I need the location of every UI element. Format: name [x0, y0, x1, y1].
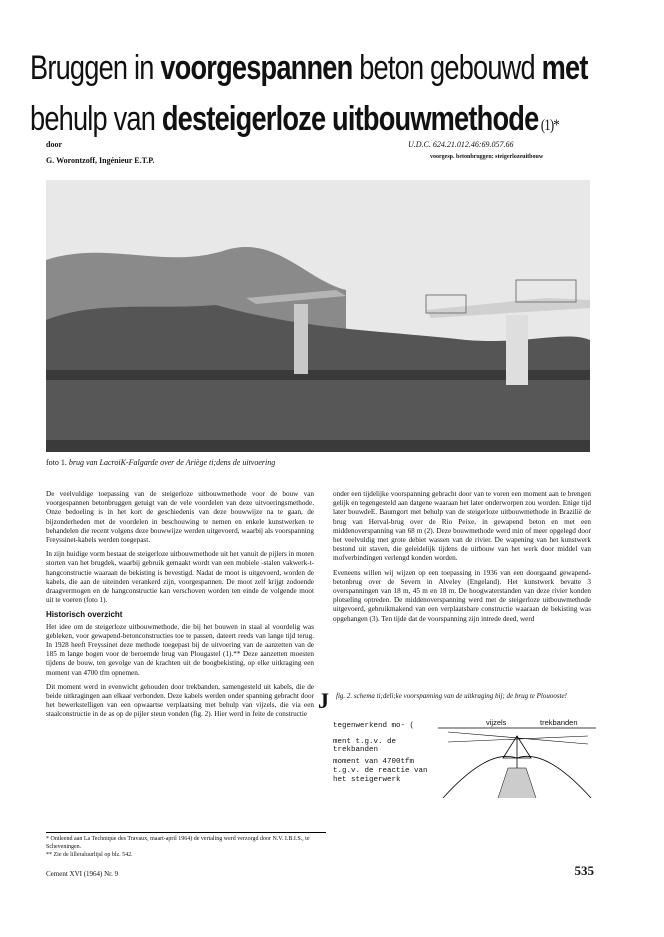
drop-cap: J: [318, 688, 329, 713]
footnote-line: * Ontleend aan La Technique des Travaux, maart-april 1964) de vertaling werd verzorgd door N.V. I.B.I.S., te Scheveningen.: [46, 836, 310, 850]
title-text-bold: voorgespannen: [160, 49, 353, 87]
paragraph: Eveneens willen wij wijzen op een toepassing in 1936 van een doorgaand gewapend-betonbrug over de Severn in Alveley (Engeland). Het kunstwerk bevatte 3 overspanningen van 18 m, 45 m en 18 m. De hoogwaterstanden van deze rivier konden plotseling optreden. De middenoverspanning werd met de steigerloze uitbouwmethode uitgevoerd, gebruikmakend van een verplaatsbare constructie waaraan de bekisting was opgehangen (3). Ten tijde dat de voorspanning zijn intrede deed, werd: [333, 568, 591, 623]
article-title: [30, 46, 640, 148]
title-text-bold: met: [541, 49, 588, 87]
title-part: [30, 46, 588, 90]
paragraph: Het idee om de steigerloze uitbouwmethode, die bij het bouwen in staal al voordelig was gebleken, voor gewapend-betonconstructies toe te passen, dateert reeds van lange tijd terug. In 1928 heeft Freyssinet deze methode toegepast bij de uitvoering van de aanzetten van de 185 m lange bogen voor de beroemde brug van Plougastel (1).** Deze aanzetten moesten tijdens de bouw, ten gevolge van de krachten uit de boogbekisting, op elke uitkraging een moment van 4700 tfm opnemen.: [46, 622, 314, 677]
figure-label-trekbanden: trekbanden: [540, 718, 578, 727]
page-number: 535: [574, 863, 594, 878]
photo-caption: [46, 458, 275, 467]
figure-label: tegenwerkend mo- (: [333, 722, 415, 730]
journal-footer: Cement XVI (1964) Nr. 9: [46, 870, 119, 878]
footnote-line: ** Zie de lilleraluurlijsl op blz. 542.: [46, 852, 133, 858]
bridge-schema-diagram: [438, 718, 596, 798]
column-right: [333, 490, 591, 629]
caption-text: brug van LacroiK-Falgarde over de Ariège ti;dens de uitvoering: [66, 458, 276, 467]
caption-label: foto 1.: [46, 458, 67, 467]
udc-keywords: voorgesp. betonbruggen: steigerlozeuitbouw: [430, 154, 544, 160]
column-left: [46, 490, 314, 725]
figure-label: ment t.g.v. de trekbanden: [333, 738, 397, 754]
bridge-photo: [46, 180, 590, 452]
paragraph: In zijn huidige vorm bestaat de steigerloze uitbouwmethode uit het vanuit de pijlers in moten storten van het brugdek, waarbij gebruik gemaakt wordt van een mobiele -stalen vakwerk-t- hangconstructie waaraan de bekisting is bevestigd. Nadat de moot is uitgevoerd, worden de kabels, die aan de uiteinden verankerd zijn, voorgespannen. De moot zelf krijgt zodoende draagvermogen en de hangconstructie kan verschoven worden ten einde de volgende moot uit te voeren (foto 1).: [46, 550, 314, 605]
figure-label-vijzels: vijzels: [486, 718, 507, 727]
figure-caption: fig. 2. schema ti;deli;ke voorspanning van de uitkraging bij; de brug te Plouooste!: [336, 692, 567, 700]
figure-2: [318, 688, 598, 798]
bridge-photo-illustration: [46, 180, 590, 452]
figure-label: moment van 4700tfm t.g.v. de reactie van het steigerwerk: [333, 758, 428, 784]
paragraph: onder een tijdelijke voorspanning gebracht door van te voren een moment aan te brengen gelijk en tegengesteld aan datgene waaraan het later onderworpen zou worden. Enige tijd later bouwdeE. Baumgort met behulp van de steigerloze uitbouwmethode in Brazilië de brug van Herval-brug over de Rio Peixe, in gewapend beton en met een middenoverspanning van 68 m (2). Deze bouwmethode werd min of meer opgelegd door het veelvuldig met grote debiet wassen van de rivier. De wapening van het kunstwerk bestond uit staven, die geleidelijk tijdens de uitbouw van het werk door middel van mofverbindingen verlengd konden worden.: [333, 490, 591, 563]
title-text-bold: desteigerloze uitbouwmethode: [161, 100, 539, 138]
section-heading: Historisch overzicht: [46, 610, 123, 620]
byline-author: G. Worontzoff, Ingénieur E.T.P.: [46, 156, 155, 165]
udc-code: U.D.C. 624.21.012.46:69.057.66: [408, 140, 514, 149]
paragraph: De veelvuldige toepassing van de steigerloze uitbouwmethode voor de bouw van voorgespannen betonbruggen getuigt van de vele voordelen van deze uitvoeringsmethode. Onze bedoeling is in het kort de geschiedenis van deze bouwwijze na te gaan, de bijzonderheden met de voordelen in beschouwing te nemen en enkele kunstwerken te behandelen die recent volgens deze bouwwijze werden uitgevoerd, waarbij als voorspanning Freyssinet-kabels werden toegepast.: [46, 490, 314, 545]
title-text: Bruggen in: [30, 49, 161, 87]
footnote: [46, 832, 326, 859]
title-text: behulp van: [30, 100, 162, 138]
paragraph: Dit moment werd in evenwicht gehouden door trekbanden, samengesteld uit kabels, die de beide uitkragingen aan elkaar verbonden. Deze kabels werden onder spanning gebracht door het bewerkstelligen van een opwaartse verplaatsing met behulp van vijzels, die via een staalconstructie in de as op de pijler steun vonden (fig. 2). Hier werd in feite de constructie: [46, 682, 314, 719]
title-text: beton gebouwd: [352, 49, 542, 87]
byline-door: door: [46, 140, 62, 149]
title-text: (1)*: [538, 117, 559, 134]
